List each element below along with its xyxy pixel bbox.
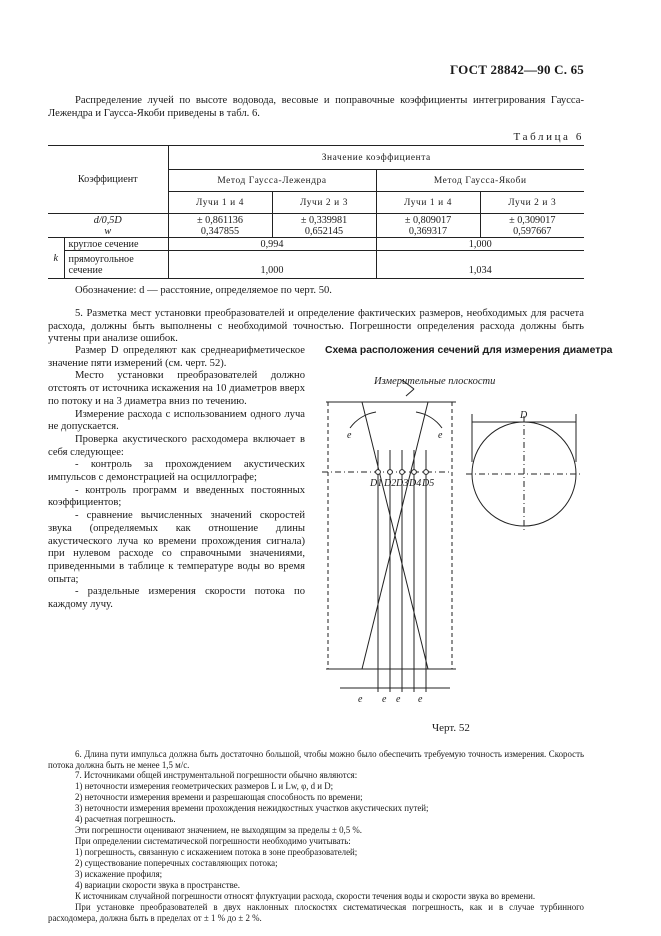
- intro-paragraph: Распределение лучей по высоте водовода, весовые и поправочные коэффициенты интегрирования Гаусса-Лежендра и Гаусса-Якоби приведены в табл. 6.: [48, 95, 584, 119]
- diameter-label: D: [520, 410, 528, 421]
- left-para-6: - контроль программ и введенных постоянных коэффициентов;: [48, 484, 305, 509]
- list-7-item-3: 3) неточности измерения времени прохождения нежидкостных участков акустических путей;: [75, 803, 429, 813]
- k-rect-label: [64, 251, 168, 279]
- paragraph-9: При установке преобразователей в двух наклонных плоскостях систематическая погрешность, как и в случае турбинного расходомера, должна быть в пределах от ± 1 % до ± 2 %.: [48, 902, 584, 923]
- d-value: ± 0,861136: [197, 214, 243, 226]
- dw-cell-4: [480, 214, 584, 238]
- e-label-4: e: [418, 694, 423, 705]
- d2-label: D2: [384, 478, 397, 489]
- rays-2-3-jacobi: Лучи 2 и 3: [480, 192, 584, 214]
- paragraph-7b: Эти погрешности оценивают значением, не выходящим за пределы ± 0,5 %.: [75, 825, 363, 835]
- k-label: k: [48, 238, 64, 279]
- figure-caption: Черт. 52: [432, 722, 470, 734]
- d-value: ± 0,309017: [509, 214, 556, 226]
- left-para-5: - контроль за прохождением акустических импульсов с демонстрацией на осциллографе;: [48, 459, 305, 484]
- planes-label: Измерительные плоскости: [374, 376, 496, 387]
- left-para-1: Размер D определяют как среднеарифметическое значение пяти измерений (см. черт. 52).: [48, 345, 305, 369]
- d-value: ± 0,809017: [404, 214, 452, 226]
- table-6: [48, 145, 584, 279]
- rays-1-4-legendre: Лучи 1 и 4: [168, 192, 272, 214]
- method-legendre: Метод Гаусса-Лежендра: [168, 170, 376, 192]
- list-7c-item-2: 2) существование поперечных составляющих потока;: [75, 858, 278, 868]
- paragraph-5: 5. Разметка мест установки преобразователей и определение фактических размеров, необходимых для расчета расхода, должны быть выполнены с необходимой точностью. Погрешности определения расхода должны быть учтены при анализе ошибок.: [48, 308, 584, 345]
- paragraph-7c: При определении систематической погрешности необходимо учитывать:: [75, 836, 351, 846]
- list-7c-item-4: 4) вариации скорости звука в пространстве.: [75, 880, 240, 890]
- w-value: 0,652145: [304, 225, 344, 237]
- e-label-2: e: [382, 694, 387, 705]
- left-para-2: Место установки преобразователей должно отстоять от источника искажения на 10 диаметров вверх по потоку и на 3 диаметра вниз по течению.: [48, 370, 305, 407]
- rays-2-3-legendre: Лучи 2 и 3: [272, 192, 376, 214]
- dw-cell-2: [272, 214, 376, 238]
- left-para-8: - раздельные измерения скорости потока по каждому лучу.: [48, 586, 305, 611]
- paragraph-6: 6. Длина пути импульса должна быть достаточно большой, чтобы можно было обеспечить требуемую точность измерения. Скорость потока должна быть не менее 1,5 м/с.: [48, 749, 584, 770]
- k-rect-label-2: сечение: [68, 264, 103, 276]
- left-para-3: Измерение расхода с использованием одного луча не допускается.: [48, 408, 305, 433]
- value-header: Значение коэффициента: [168, 146, 584, 170]
- page-header: ГОСТ 28842—90 С. 65: [450, 62, 584, 77]
- figure-52: [318, 362, 584, 720]
- w-value: 0,597667: [513, 225, 552, 237]
- list-7-item-1: 1) неточности измерения геометрических размеров L и Lw, φ, d и D;: [75, 781, 334, 791]
- w-label: w: [104, 225, 112, 237]
- rays-1-4-jacobi: Лучи 1 и 4: [376, 192, 480, 214]
- coef-header: Коэффициент: [48, 146, 168, 214]
- k-round-label: круглое сечение: [64, 238, 168, 251]
- pipe-side-view: [322, 380, 456, 692]
- angle-right-label: e: [438, 430, 443, 441]
- k-rect-jacobi: 1,034: [376, 251, 584, 279]
- method-jacobi: Метод Гаусса-Якоби: [376, 170, 584, 192]
- w-value: 0,347855: [200, 225, 240, 237]
- left-column: [48, 345, 305, 612]
- w-value: 0,369317: [408, 225, 448, 237]
- paragraph-8: К источникам случайной погрешности относят флуктуации расхода, скорости течения воды и скорости звука во времени.: [75, 891, 536, 901]
- e-label-3: e: [396, 694, 401, 705]
- left-para-7: - сравнение вычисленных значений скоростей звука (определяемых как отношение длины акустического луча ко времени прохождения сигнала) при нулевом расходе со справочными значениями, приведенными в таблице к температуре воды во время опыта;: [48, 510, 305, 585]
- d-value: ± 0,339981: [300, 214, 348, 226]
- k-round-jacobi: 1,000: [376, 238, 584, 251]
- list-7c-item-1: 1) погрешность, связанную с искажением потока в зоне преобразователей;: [75, 847, 358, 857]
- dw-label-cell: [48, 214, 168, 238]
- k-round-legendre: 0,994: [168, 238, 376, 251]
- dw-cell-1: [168, 214, 272, 238]
- table-note: Обозначение: d — расстояние, определяемое по черт. 50.: [75, 285, 332, 296]
- list-7-item-2: 2) неточности измерения времени и разрешающая способность по времени;: [75, 792, 363, 802]
- d4-label: D4: [409, 478, 422, 489]
- d5-label: D5: [422, 478, 435, 489]
- pipe-cross-section: [466, 414, 582, 532]
- k-rect-legendre: 1,000: [168, 251, 376, 279]
- paragraph-7: 7. Источниками общей инструментальной погрешности обычно являются:: [75, 770, 358, 780]
- d-label: d/0,5D: [93, 214, 122, 226]
- list-7c-item-3: 3) искажение профиля;: [75, 869, 163, 879]
- angle-left-label: e: [347, 430, 352, 441]
- e-label-1: e: [358, 694, 363, 705]
- left-para-4: Проверка акустического расходомера включает в себя следующее:: [48, 433, 305, 458]
- table-caption: Таблица 6: [513, 131, 584, 143]
- figure-title: Схема расположения сечений для измерения диаметра: [325, 345, 613, 356]
- list-7-item-4: 4) расчетная погрешность.: [75, 814, 176, 824]
- d1-label: D1: [370, 478, 383, 489]
- dw-cell-3: [376, 214, 480, 238]
- k-rect-label-1: прямоугольное: [68, 253, 134, 265]
- d3-label: D3: [396, 478, 409, 489]
